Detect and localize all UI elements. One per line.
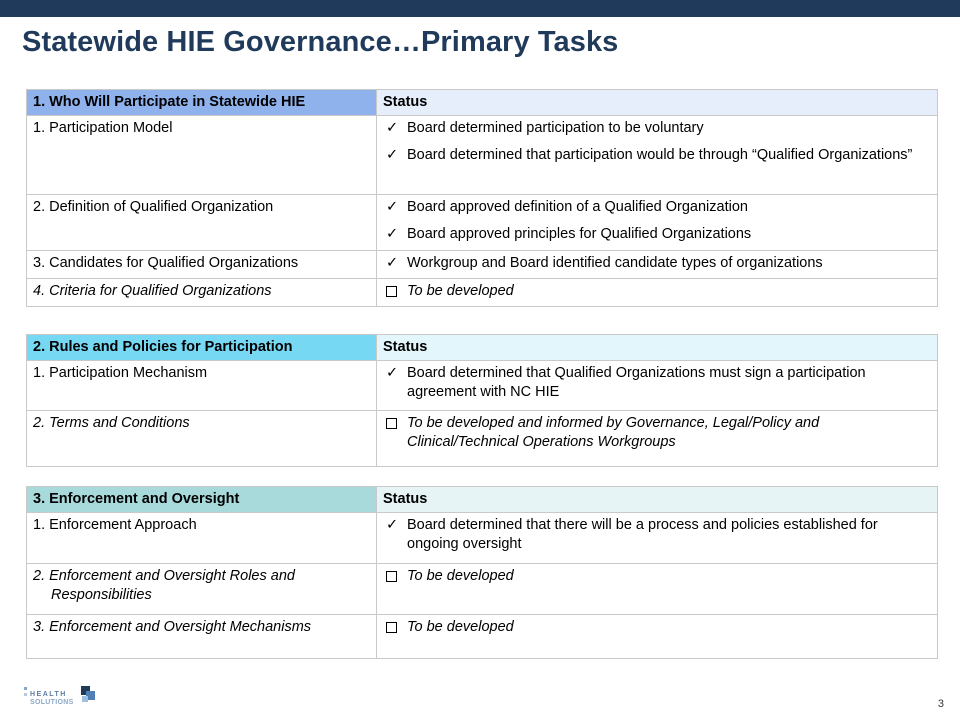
status-item: To be developed [383,618,932,637]
empty-checkbox-icon [386,418,397,429]
health-solutions-logo [24,683,104,711]
section-header: 2. Rules and Policies for Participation [27,335,377,361]
table-row [27,116,938,195]
slide-title-rest: …Primary Tasks [391,26,619,58]
top-banner [0,0,960,17]
table-row [27,195,938,251]
svg-text:HEALTH: HEALTH [30,691,67,698]
empty-checkbox-icon [386,571,397,582]
check-icon: ✓ [386,255,399,271]
check-icon: ✓ [386,199,399,215]
empty-checkbox-icon [386,622,397,633]
check-icon: ✓ [386,517,399,533]
task-label: 2. Definition of Qualified Organization [33,199,274,215]
table-row [27,251,938,279]
status-item: ✓ Workgroup and Board identified candidate types of organizations [386,255,823,271]
table-row [27,564,938,615]
check-icon: ✓ [386,226,399,242]
section-header: 3. Enforcement and Oversight [27,487,377,513]
slide-title-bold: Statewide HIE Governance [22,26,392,58]
status-item: ✓ Board approved definition of a Qualified Organization [386,199,748,215]
status-item: ✓ Board determined that there will be a process and policies established for ongoing oversight [386,517,878,552]
task-label: 2. Terms and Conditions [33,415,190,431]
table-row [27,361,938,411]
status-item: ✓ Board determined that Qualified Organizations must sign a participation agreement with NC HIE [386,365,866,400]
task-label: 3. Enforcement and Oversight Mechanisms [33,619,312,635]
check-icon: ✓ [386,365,399,381]
empty-checkbox-icon [386,286,397,297]
status-item: ✓ Board determined participation to be voluntary [386,120,704,136]
section-header: 1. Who Will Participate in Statewide HIE [27,90,377,116]
status-header: Status [377,487,938,513]
participation-table [26,89,938,307]
task-label: 1. Participation Mechanism [33,365,208,381]
status-item: ✓ Board determined that participation would be through “Qualified Organizations” [386,147,913,163]
task-label: 3. Candidates for Qualified Organizations [33,255,299,271]
status-header: Status [377,335,938,361]
status-item: To be developed [383,282,932,301]
task-label: 2. Enforcement and Oversight Roles and Responsibilities [33,568,295,603]
table-row [27,615,938,659]
table-row [27,411,938,467]
task-label: 4. Criteria for Qualified Organizations [33,283,272,299]
status-header: Status [377,90,938,116]
svg-text:SOLUTIONS: SOLUTIONS [30,699,74,706]
check-icon: ✓ [386,147,399,163]
status-item: To be developed [383,567,932,586]
task-label: 1. Enforcement Approach [33,517,197,533]
task-label: 1. Participation Model [33,120,173,136]
page-number: 3 [937,698,944,710]
rules-policies-table [26,334,938,467]
status-item: To be developed and informed by Governance, Legal/Policy and Clinical/Technical Operations Workgroups [383,414,932,452]
table-header-row [27,487,938,513]
table-header-row [27,90,938,116]
table-row [27,513,938,564]
table-header-row [27,335,938,361]
table-row [27,279,938,307]
check-icon: ✓ [386,120,399,136]
slide-title [22,26,618,59]
enforcement-table [26,486,938,659]
status-item: ✓ Board approved principles for Qualified Organizations [386,226,752,242]
